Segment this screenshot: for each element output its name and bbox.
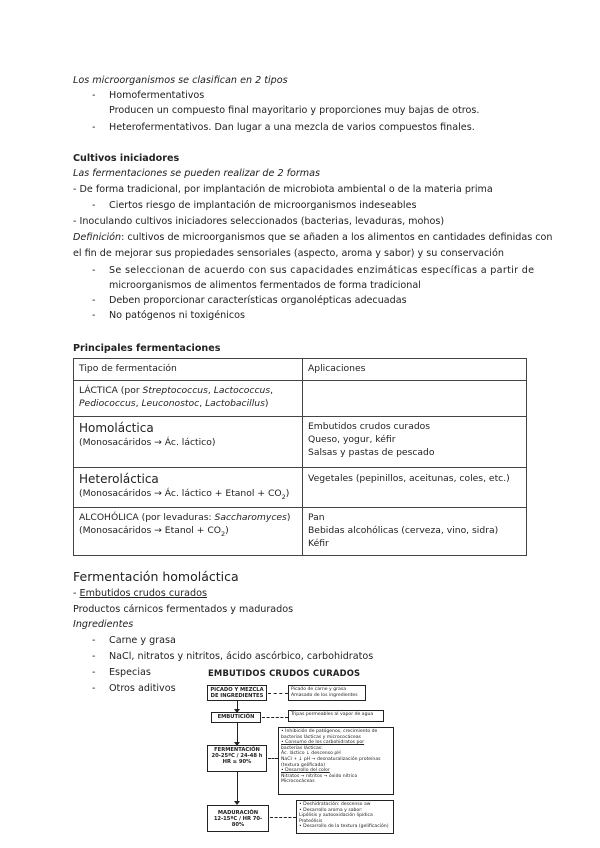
dash: - [73, 588, 80, 599]
note-text: • Inhibición de patógenos, crecimiento de [281, 729, 378, 734]
definicion-text: : cultivos de microorganismos que se añaden a los alimentos en cantidades definidas con [121, 232, 553, 243]
lactica-text: LÁCTICA (por [79, 385, 143, 396]
heterofermentativos-item: Heterofermentativos. Dan lugar a una mezcla de varios compuestos finales. [109, 122, 475, 133]
genus-name: Leuconostoc [141, 398, 200, 409]
homolactica-cell [74, 417, 303, 468]
forma-tradicional-riesgo: Ciertos riesgo de implantación de microorganismos indeseables [109, 200, 417, 211]
note-picado [288, 685, 366, 701]
note-text: Amasado de los ingredientes [291, 692, 358, 698]
ingredientes-label: Ingredientes [73, 619, 134, 630]
app-item: Queso, yogur, kéfir [308, 434, 396, 445]
homolactica-app-cell [303, 417, 527, 468]
separator: , [207, 385, 214, 396]
note-text: NaCl + ↓ pH → desnaturalización proteínas [281, 756, 381, 762]
note-text: Tripas permeables al vapor de agua [291, 712, 374, 717]
organolepticas-bullet: Deben proporcionar características organolépticas adecuadas [109, 295, 407, 306]
connector-line [268, 693, 288, 694]
heterolactica-app-cell [303, 468, 527, 508]
separator: , [199, 398, 206, 409]
no-patogenos-bullet: No patógenos ni toxigénicos [109, 310, 246, 321]
ingrediente-item: NaCl, nitratos y nitritos, ácido ascórbico, carbohidratos [109, 651, 374, 662]
ingrediente-item: Carne y grasa [109, 635, 176, 646]
step-picado [207, 685, 267, 701]
bullet-dash: - [92, 635, 96, 646]
note-embuticion [288, 710, 384, 722]
principales-heading: Principales fermentaciones [73, 343, 221, 354]
seleccion-bullet-a: Se seleccionan de acuerdo con sus capacidades enzimáticas específicas a partir de [109, 265, 535, 276]
genus-name: Lactococcus [213, 385, 271, 396]
note-maduracion [296, 800, 394, 834]
alcoholica-desc: (Monosacáridos → Etanol + CO [79, 524, 222, 536]
homofermentativos-desc: Producen un compuesto final mayoritario y proporciones muy bajas de otros. [109, 105, 480, 116]
homofermentativos-title: Homofermentativos [109, 90, 205, 101]
genus-name: Streptococcus [142, 385, 208, 396]
embutidos-line [73, 587, 207, 600]
genus-name: Saccharomyces [214, 511, 287, 523]
note-text: • Desarrollo de la textura (gelificación) [299, 824, 389, 830]
table-header-cell: Aplicaciones [303, 359, 527, 381]
app-item: Vegetales (pepinillos, aceitunas, coles, etc.) [308, 473, 510, 484]
separator: ) [264, 398, 269, 409]
note-text: Micrococáceas [281, 779, 315, 785]
definicion-line [73, 231, 553, 244]
embutidos-link[interactable]: Embutidos crudos curados [79, 588, 207, 599]
note-text: Nitratos → nitritos → óxido nítrico [281, 773, 358, 779]
step-label: FERMENTACIÓN [214, 747, 260, 753]
flow-line [237, 772, 238, 802]
bullet-dash: - [92, 265, 96, 276]
productos-line: Productos cárnicos fermentados y madurados [73, 604, 294, 615]
table-header-cell: Tipo de fermentación [74, 359, 303, 381]
diagram-title: EMBUTIDOS CRUDOS CURADOS [208, 668, 361, 678]
alcoholica-text: ALCOHÓLICA (por levaduras: [79, 511, 215, 523]
step-embuticion [211, 712, 261, 723]
table-row [74, 507, 527, 555]
separator: ) [225, 524, 229, 536]
cultivos-heading: Cultivos iniciadores [73, 153, 180, 164]
separator: , [270, 385, 274, 396]
definicion-label: Definición [73, 232, 122, 243]
app-item: Pan [308, 511, 325, 523]
note-fermentacion [278, 727, 394, 795]
step-label: EMBUTICIÓN [217, 714, 255, 720]
step-detail: 12-15ºC / HR 70-80% [213, 816, 263, 828]
note-text: • Desarrollo del color [281, 768, 330, 774]
bullet-dash: - [92, 200, 96, 211]
forma-tradicional: - De forma tradicional, por implantación de microbiota ambiental o de la materia prima [73, 184, 493, 195]
connector-line [268, 758, 278, 759]
step-detail: 20-25ºC / 24-48 h [211, 753, 263, 759]
bullet-dash: - [92, 683, 96, 694]
flow-line [237, 723, 238, 743]
note-text: Ác. láctico ↓ descenso pH [281, 751, 341, 757]
lactica-cell [74, 381, 303, 417]
step-detail: HR ≥ 90% [222, 759, 252, 765]
table-row [74, 359, 527, 381]
bullet-dash: - [92, 667, 96, 678]
bullet-dash: - [92, 122, 96, 133]
note-text: (textura gelificada) [281, 762, 325, 768]
connector-line [270, 817, 296, 818]
step-fermentacion [207, 745, 267, 772]
alcoholica-cell [74, 507, 303, 555]
subscript: 2 [281, 492, 286, 501]
separator: ) [286, 511, 291, 523]
fermentations-table [73, 358, 527, 556]
genus-name: Pediococcus [79, 398, 136, 409]
step-maduracion [207, 805, 269, 832]
intro-line: Los microorganismos se clasifican en 2 tipos [73, 75, 288, 86]
seleccion-bullet-b: microorganismos de alimentos fermentados de forma tradicional [109, 280, 421, 291]
table-row [74, 381, 527, 417]
note-text: • Desarrollo aroma y sabor: [299, 807, 363, 813]
bullet-dash: - [92, 295, 96, 306]
homolactica-heading: Fermentación homoláctica [73, 569, 239, 584]
app-item: Kéfir [308, 537, 329, 549]
cultivos-subtitle: Las fermentaciones se pueden realizar de 2 formas [73, 168, 321, 179]
note-text: Lipólisis y autooxidación lipídica [299, 813, 373, 819]
definicion-text-2: el fin de mejorar sus propiedades sensoriales (aspecto, aroma y sabor) y su conservación [73, 248, 504, 259]
genus-name: Lactobacillus [205, 398, 265, 409]
note-text: bacterias lácticas y micrococáceas [281, 734, 361, 740]
connector-line [262, 717, 288, 718]
ingrediente-item: Otros aditivos [109, 683, 176, 694]
app-item: Salsas y pastas de pescado [308, 447, 435, 458]
homolactica-desc: (Monosacáridos → Ác. láctico) [79, 437, 216, 448]
note-text: bacterias lácticas: [281, 745, 323, 751]
separator: , [135, 398, 142, 409]
note-text: Proteólisis [299, 818, 323, 824]
heterolactica-title: Heteroláctica [79, 472, 159, 486]
subscript: 2 [221, 529, 226, 538]
heterolactica-cell [74, 468, 303, 508]
homolactica-title: Homoláctica [79, 421, 154, 435]
forma-inoculando: - Inoculando cultivos iniciadores seleccionados (bacterias, levaduras, mohos) [73, 216, 445, 227]
table-row [74, 468, 527, 508]
step-label: PICADO Y MEZCLA DE INGREDIENTES [210, 687, 264, 699]
step-label: MADURACIÓN [217, 810, 259, 816]
note-text: • Consumo de los carbohidratos por [281, 740, 365, 746]
note-text: Picado de carne y grasa [291, 687, 347, 692]
bullet-dash: - [92, 90, 96, 101]
ingrediente-item: Especias [109, 667, 151, 678]
lactica-app-cell [303, 381, 527, 417]
app-item: Embutidos crudos curados [308, 421, 431, 432]
note-text: • Deshidratación: descenso aw [299, 802, 371, 807]
app-item: Bebidas alcohólicas (cerveza, vino, sidra) [308, 524, 499, 536]
table-row [74, 417, 527, 468]
alcoholica-app-cell [303, 507, 527, 555]
separator: ) [285, 488, 290, 499]
bullet-dash: - [92, 651, 96, 662]
heterolactica-desc: (Monosacáridos → Ác. láctico + Etanol + CO [79, 488, 282, 499]
bullet-dash: - [92, 310, 96, 321]
